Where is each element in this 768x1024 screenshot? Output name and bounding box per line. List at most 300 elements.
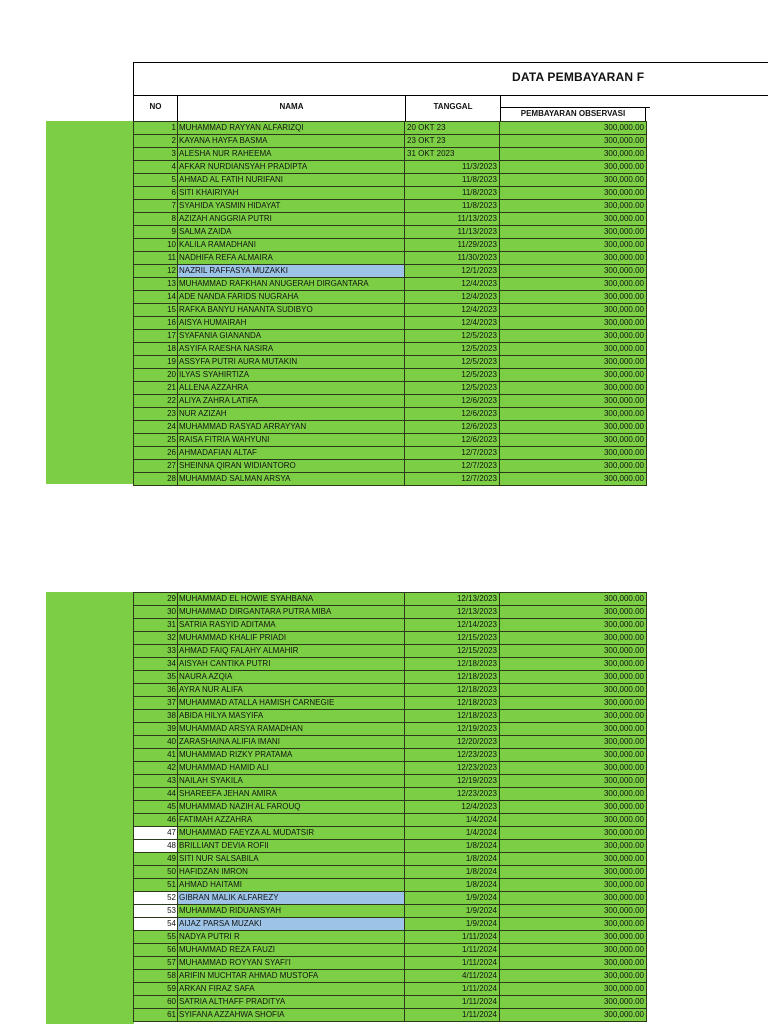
- table-row: [134, 369, 647, 382]
- cell-tanggal[interactable]: 12/14/2023: [405, 619, 500, 632]
- payment-table-block-1: [133, 121, 647, 486]
- cell-tanggal[interactable]: 12/4/2023: [405, 291, 500, 304]
- cell-tanggal[interactable]: 12/20/2023: [405, 736, 500, 749]
- table-header: [133, 62, 768, 121]
- cell-no[interactable]: 58: [134, 970, 178, 983]
- cell-tanggal[interactable]: 11/29/2023: [405, 239, 500, 252]
- cell-tanggal[interactable]: 12/19/2023: [405, 775, 500, 788]
- table-row: [134, 632, 647, 645]
- cell-tanggal[interactable]: 1/11/2024: [405, 931, 500, 944]
- cell-no[interactable]: 45: [134, 801, 178, 814]
- cell-tanggal[interactable]: 11/30/2023: [405, 252, 500, 265]
- cell-nama[interactable]: ALIYA ZAHRA LATIFA: [178, 395, 405, 408]
- cell-pembayaran[interactable]: 300,000.00: [500, 330, 647, 343]
- cell-pembayaran[interactable]: 300,000.00: [500, 671, 647, 684]
- cell-nama[interactable]: MUHAMMAD SALMAN ARSYA: [178, 473, 405, 486]
- cell-nama[interactable]: AIJAZ PARSA MUZAKI: [178, 918, 405, 931]
- cell-pembayaran[interactable]: 300,000.00: [500, 148, 647, 161]
- cell-nama[interactable]: HAFIDZAN IMRON: [178, 866, 405, 879]
- table-row: [134, 226, 647, 239]
- cell-tanggal[interactable]: 1/9/2024: [405, 892, 500, 905]
- table-row: [134, 736, 647, 749]
- cell-nama[interactable]: NADHIFA REFA ALMAIRA: [178, 252, 405, 265]
- cell-no[interactable]: 27: [134, 460, 178, 473]
- cell-no[interactable]: 57: [134, 957, 178, 970]
- cell-tanggal[interactable]: 23 OKT 23: [405, 135, 500, 148]
- cell-tanggal[interactable]: 1/4/2024: [405, 814, 500, 827]
- col-header-nama: NAMA: [279, 102, 304, 111]
- cell-nama[interactable]: MUHAMMAD KHALIF PRIADI: [178, 632, 405, 645]
- table-row: [134, 671, 647, 684]
- table-row: [134, 684, 647, 697]
- cell-no[interactable]: 42: [134, 762, 178, 775]
- left-fill-block: [46, 121, 134, 484]
- cell-no[interactable]: 30: [134, 606, 178, 619]
- col-header-tanggal: TANGGAL: [433, 102, 473, 111]
- cell-nama[interactable]: MUHAMMAD ARSYA RAMADHAN: [178, 723, 405, 736]
- cell-nama[interactable]: MUHAMMAD RIZKY PRATAMA: [178, 749, 405, 762]
- cell-pembayaran[interactable]: 300,000.00: [500, 187, 647, 200]
- cell-no[interactable]: 32: [134, 632, 178, 645]
- cell-nama[interactable]: AHMAD FAIQ FALAHY ALMAHIR: [178, 645, 405, 658]
- cell-pembayaran[interactable]: 300,000.00: [500, 879, 647, 892]
- table-row: [134, 135, 647, 148]
- cell-pembayaran[interactable]: 300,000.00: [500, 658, 647, 671]
- cell-tanggal[interactable]: 12/18/2023: [405, 658, 500, 671]
- table-row: [134, 317, 647, 330]
- cell-pembayaran[interactable]: 300,000.00: [500, 317, 647, 330]
- cell-pembayaran[interactable]: 300,000.00: [500, 369, 647, 382]
- table-row: [134, 905, 647, 918]
- cell-nama[interactable]: ALESHA NUR RAHEEMA: [178, 148, 405, 161]
- cell-pembayaran[interactable]: 300,000.00: [500, 421, 647, 434]
- cell-tanggal[interactable]: 4/11/2024: [405, 970, 500, 983]
- cell-no[interactable]: 20: [134, 369, 178, 382]
- cell-no[interactable]: 16: [134, 317, 178, 330]
- table-row: [134, 473, 647, 486]
- cell-nama[interactable]: ADE NANDA FARIDS NUGRAHA: [178, 291, 405, 304]
- cell-nama[interactable]: SITI KHAIRIYAH: [178, 187, 405, 200]
- cell-no[interactable]: 11: [134, 252, 178, 265]
- table-row: [134, 788, 647, 801]
- cell-nama[interactable]: SYAHIDA YASMIN HIDAYAT: [178, 200, 405, 213]
- table-row: [134, 395, 647, 408]
- cell-nama[interactable]: MUHAMMAD REZA FAUZI: [178, 944, 405, 957]
- cell-nama[interactable]: ARKAN FIRAZ SAFA: [178, 983, 405, 996]
- table-row: [134, 970, 647, 983]
- cell-no[interactable]: 9: [134, 226, 178, 239]
- cell-tanggal[interactable]: 12/5/2023: [405, 382, 500, 395]
- cell-no[interactable]: 41: [134, 749, 178, 762]
- cell-tanggal[interactable]: 1/8/2024: [405, 866, 500, 879]
- cell-pembayaran[interactable]: 300,000.00: [500, 304, 647, 317]
- cell-nama[interactable]: ASSYFA PUTRI AURA MUTAKIN: [178, 356, 405, 369]
- table-row: [134, 619, 647, 632]
- cell-tanggal[interactable]: 1/8/2024: [405, 840, 500, 853]
- cell-no[interactable]: 56: [134, 944, 178, 957]
- cell-pembayaran[interactable]: 300,000.00: [500, 983, 647, 996]
- cell-nama[interactable]: AHMAD AL FATIH NURIFANI: [178, 174, 405, 187]
- cell-pembayaran[interactable]: 300,000.00: [500, 265, 647, 278]
- table-row: [134, 330, 647, 343]
- cell-nama[interactable]: MUHAMMAD RAYYAN ALFARIZQI: [178, 122, 405, 135]
- cell-pembayaran[interactable]: 300,000.00: [500, 775, 647, 788]
- cell-no[interactable]: 14: [134, 291, 178, 304]
- cell-no[interactable]: 34: [134, 658, 178, 671]
- table-row: [134, 996, 647, 1009]
- cell-tanggal[interactable]: 12/6/2023: [405, 395, 500, 408]
- cell-tanggal[interactable]: 1/11/2024: [405, 983, 500, 996]
- cell-nama[interactable]: SHAREEFA JEHAN AMIRA: [178, 788, 405, 801]
- cell-tanggal[interactable]: 12/23/2023: [405, 788, 500, 801]
- cell-nama[interactable]: ASYIFA RAESHA NASIRA: [178, 343, 405, 356]
- table-row: [134, 931, 647, 944]
- cell-no[interactable]: 4: [134, 161, 178, 174]
- cell-no[interactable]: 19: [134, 356, 178, 369]
- cell-tanggal[interactable]: 1/11/2024: [405, 1009, 500, 1022]
- cell-nama[interactable]: ABIDA HILYA MASYIFA: [178, 710, 405, 723]
- table-row: [134, 710, 647, 723]
- table-row: [134, 983, 647, 996]
- cell-tanggal[interactable]: 12/7/2023: [405, 460, 500, 473]
- table-row: [134, 213, 647, 226]
- cell-pembayaran[interactable]: 300,000.00: [500, 840, 647, 853]
- table-row: [134, 645, 647, 658]
- cell-tanggal[interactable]: 12/18/2023: [405, 684, 500, 697]
- table-row: [134, 866, 647, 879]
- cell-no[interactable]: 10: [134, 239, 178, 252]
- cell-pembayaran[interactable]: 300,000.00: [500, 619, 647, 632]
- cell-pembayaran[interactable]: 300,000.00: [500, 710, 647, 723]
- cell-nama[interactable]: NAURA AZQIA: [178, 671, 405, 684]
- cell-tanggal[interactable]: 12/18/2023: [405, 710, 500, 723]
- cell-nama[interactable]: MUHAMMAD NAZIH AL FAROUQ: [178, 801, 405, 814]
- cell-pembayaran[interactable]: 300,000.00: [500, 135, 647, 148]
- cell-tanggal[interactable]: 1/8/2024: [405, 879, 500, 892]
- cell-pembayaran[interactable]: 300,000.00: [500, 853, 647, 866]
- cell-pembayaran[interactable]: 300,000.00: [500, 382, 647, 395]
- cell-nama[interactable]: KALILA RAMADHANI: [178, 239, 405, 252]
- cell-pembayaran[interactable]: 300,000.00: [500, 697, 647, 710]
- cell-nama[interactable]: RAISA FITRIA WAHYUNI: [178, 434, 405, 447]
- cell-no[interactable]: 15: [134, 304, 178, 317]
- cell-pembayaran[interactable]: 300,000.00: [500, 226, 647, 239]
- cell-pembayaran[interactable]: 300,000.00: [500, 892, 647, 905]
- payment-table-block-2: [133, 592, 647, 1022]
- cell-tanggal[interactable]: 12/23/2023: [405, 749, 500, 762]
- cell-no[interactable]: 7: [134, 200, 178, 213]
- cell-tanggal[interactable]: 12/23/2023: [405, 762, 500, 775]
- cell-no[interactable]: 51: [134, 879, 178, 892]
- cell-tanggal[interactable]: 12/13/2023: [405, 593, 500, 606]
- cell-no[interactable]: 31: [134, 619, 178, 632]
- table-row: [134, 291, 647, 304]
- cell-tanggal[interactable]: 12/6/2023: [405, 421, 500, 434]
- cell-tanggal[interactable]: 12/18/2023: [405, 671, 500, 684]
- cell-nama[interactable]: MUHAMMAD ATALLA HAMISH CARNEGIE: [178, 697, 405, 710]
- cell-no[interactable]: 8: [134, 213, 178, 226]
- cell-pembayaran[interactable]: 300,000.00: [500, 905, 647, 918]
- cell-tanggal[interactable]: 12/5/2023: [405, 330, 500, 343]
- cell-pembayaran[interactable]: 300,000.00: [500, 200, 647, 213]
- cell-no[interactable]: 54: [134, 918, 178, 931]
- table-row: [134, 801, 647, 814]
- cell-pembayaran[interactable]: 300,000.00: [500, 866, 647, 879]
- cell-tanggal[interactable]: 12/19/2023: [405, 723, 500, 736]
- cell-pembayaran[interactable]: 300,000.00: [500, 931, 647, 944]
- cell-pembayaran[interactable]: 300,000.00: [500, 343, 647, 356]
- cell-no[interactable]: 52: [134, 892, 178, 905]
- cell-tanggal[interactable]: 1/11/2024: [405, 957, 500, 970]
- cell-pembayaran[interactable]: 300,000.00: [500, 213, 647, 226]
- table-row: [134, 606, 647, 619]
- cell-nama[interactable]: MUHAMMAD FAEYZA AL MUDATSIR: [178, 827, 405, 840]
- table-row: [134, 304, 647, 317]
- cell-tanggal[interactable]: 11/13/2023: [405, 213, 500, 226]
- cell-pembayaran[interactable]: 300,000.00: [500, 278, 647, 291]
- cell-pembayaran[interactable]: 300,000.00: [500, 395, 647, 408]
- cell-no[interactable]: 55: [134, 931, 178, 944]
- cell-no[interactable]: 23: [134, 408, 178, 421]
- cell-nama[interactable]: SHEINNA QIRAN WIDIANTORO: [178, 460, 405, 473]
- cell-tanggal[interactable]: 12/6/2023: [405, 408, 500, 421]
- table-row: [134, 161, 647, 174]
- cell-pembayaran[interactable]: 300,000.00: [500, 736, 647, 749]
- cell-no[interactable]: 39: [134, 723, 178, 736]
- cell-tanggal[interactable]: 1/11/2024: [405, 944, 500, 957]
- cell-no[interactable]: 60: [134, 996, 178, 1009]
- table-row: [134, 200, 647, 213]
- table-row: [134, 408, 647, 421]
- table-row: [134, 593, 647, 606]
- cell-no[interactable]: 17: [134, 330, 178, 343]
- cell-pembayaran[interactable]: 300,000.00: [500, 252, 647, 265]
- cell-nama[interactable]: GIBRAN MALIK ALFAREZY: [178, 892, 405, 905]
- cell-tanggal[interactable]: 11/13/2023: [405, 226, 500, 239]
- cell-no[interactable]: 36: [134, 684, 178, 697]
- cell-nama[interactable]: SALMA ZAIDA: [178, 226, 405, 239]
- cell-pembayaran[interactable]: 300,000.00: [500, 632, 647, 645]
- cell-nama[interactable]: SYAFANIA GIANANDA: [178, 330, 405, 343]
- cell-no[interactable]: 18: [134, 343, 178, 356]
- col-header-no: NO: [149, 102, 162, 111]
- sheet-title: DATA PEMBAYARAN F: [512, 70, 645, 84]
- cell-tanggal[interactable]: 1/9/2024: [405, 918, 500, 931]
- cell-tanggal[interactable]: 11/8/2023: [405, 187, 500, 200]
- cell-no[interactable]: 49: [134, 853, 178, 866]
- table-row: [134, 343, 647, 356]
- cell-pembayaran[interactable]: 300,000.00: [500, 447, 647, 460]
- cell-pembayaran[interactable]: 300,000.00: [500, 814, 647, 827]
- cell-no[interactable]: 3: [134, 148, 178, 161]
- cell-pembayaran[interactable]: 300,000.00: [500, 408, 647, 421]
- cell-tanggal[interactable]: 12/18/2023: [405, 697, 500, 710]
- cell-tanggal[interactable]: 11/3/2023: [405, 161, 500, 174]
- cell-nama[interactable]: MUHAMMAD DIRGANTARA PUTRA MIBA: [178, 606, 405, 619]
- cell-no[interactable]: 21: [134, 382, 178, 395]
- table-row: [134, 382, 647, 395]
- table-row: [134, 447, 647, 460]
- cell-tanggal[interactable]: 12/6/2023: [405, 434, 500, 447]
- cell-pembayaran[interactable]: 300,000.00: [500, 788, 647, 801]
- cell-tanggal[interactable]: 1/11/2024: [405, 996, 500, 1009]
- cell-no[interactable]: 22: [134, 395, 178, 408]
- cell-no[interactable]: 2: [134, 135, 178, 148]
- cell-pembayaran[interactable]: 300,000.00: [500, 684, 647, 697]
- cell-no[interactable]: 48: [134, 840, 178, 853]
- cell-no[interactable]: 46: [134, 814, 178, 827]
- cell-nama[interactable]: NUR AZIZAH: [178, 408, 405, 421]
- cell-nama[interactable]: NAZRIL RAFFASYA MUZAKKI: [178, 265, 405, 278]
- cell-nama[interactable]: RAFKA BANYU HANANTA SUDIBYO: [178, 304, 405, 317]
- cell-tanggal[interactable]: 12/4/2023: [405, 278, 500, 291]
- cell-tanggal[interactable]: 11/8/2023: [405, 174, 500, 187]
- cell-no[interactable]: 24: [134, 421, 178, 434]
- cell-pembayaran[interactable]: 300,000.00: [500, 996, 647, 1009]
- cell-pembayaran[interactable]: 300,000.00: [500, 473, 647, 486]
- cell-pembayaran[interactable]: 300,000.00: [500, 723, 647, 736]
- table-row: [134, 278, 647, 291]
- cell-pembayaran[interactable]: 300,000.00: [500, 593, 647, 606]
- cell-tanggal[interactable]: 12/1/2023: [405, 265, 500, 278]
- cell-nama[interactable]: SATRIA ALTHAFF PRADITYA: [178, 996, 405, 1009]
- cell-no[interactable]: 37: [134, 697, 178, 710]
- cell-pembayaran[interactable]: 300,000.00: [500, 239, 647, 252]
- cell-nama[interactable]: ARIFIN MUCHTAR AHMAD MUSTOFA: [178, 970, 405, 983]
- cell-pembayaran[interactable]: 300,000.00: [500, 801, 647, 814]
- left-fill-block: [46, 592, 134, 1024]
- cell-nama[interactable]: FATIMAH AZZAHRA: [178, 814, 405, 827]
- cell-tanggal[interactable]: 12/5/2023: [405, 356, 500, 369]
- table-row: [134, 840, 647, 853]
- cell-no[interactable]: 59: [134, 983, 178, 996]
- cell-pembayaran[interactable]: 300,000.00: [500, 460, 647, 473]
- cell-pembayaran[interactable]: 300,000.00: [500, 1009, 647, 1022]
- cell-pembayaran[interactable]: 300,000.00: [500, 174, 647, 187]
- cell-pembayaran[interactable]: 300,000.00: [500, 918, 647, 931]
- cell-no[interactable]: 35: [134, 671, 178, 684]
- cell-nama[interactable]: ZARASHAINA ALIFIA IMANI: [178, 736, 405, 749]
- cell-tanggal[interactable]: 12/7/2023: [405, 473, 500, 486]
- cell-pembayaran[interactable]: 300,000.00: [500, 291, 647, 304]
- cell-nama[interactable]: ILYAS SYAHIRTIZA: [178, 369, 405, 382]
- cell-no[interactable]: 50: [134, 866, 178, 879]
- table-row: [134, 1009, 647, 1022]
- cell-pembayaran[interactable]: 300,000.00: [500, 122, 647, 135]
- cell-nama[interactable]: ALLENA AZZAHRA: [178, 382, 405, 395]
- cell-tanggal[interactable]: 1/8/2024: [405, 853, 500, 866]
- cell-tanggal[interactable]: 12/4/2023: [405, 317, 500, 330]
- cell-nama[interactable]: BRILLIANT DEVIA ROFII: [178, 840, 405, 853]
- cell-nama[interactable]: AHMADAFIAN ALTAF: [178, 447, 405, 460]
- cell-no[interactable]: 6: [134, 187, 178, 200]
- table-row: [134, 252, 647, 265]
- cell-no[interactable]: 5: [134, 174, 178, 187]
- table-row: [134, 944, 647, 957]
- cell-tanggal[interactable]: 12/4/2023: [405, 304, 500, 317]
- cell-pembayaran[interactable]: 300,000.00: [500, 434, 647, 447]
- cell-pembayaran[interactable]: 300,000.00: [500, 762, 647, 775]
- cell-no[interactable]: 1: [134, 122, 178, 135]
- cell-tanggal[interactable]: 12/5/2023: [405, 343, 500, 356]
- cell-pembayaran[interactable]: 300,000.00: [500, 606, 647, 619]
- table-row: [134, 421, 647, 434]
- cell-nama[interactable]: AZIZAH ANGGRIA PUTRI: [178, 213, 405, 226]
- cell-nama[interactable]: MUHAMMAD RASYAD ARRAYYAN: [178, 421, 405, 434]
- table-row: [134, 775, 647, 788]
- cell-tanggal[interactable]: 1/4/2024: [405, 827, 500, 840]
- cell-pembayaran[interactable]: 300,000.00: [500, 957, 647, 970]
- cell-pembayaran[interactable]: 300,000.00: [500, 944, 647, 957]
- cell-pembayaran[interactable]: 300,000.00: [500, 749, 647, 762]
- cell-tanggal[interactable]: 12/15/2023: [405, 632, 500, 645]
- table-row: [134, 174, 647, 187]
- cell-no[interactable]: 44: [134, 788, 178, 801]
- cell-no[interactable]: 43: [134, 775, 178, 788]
- cell-nama[interactable]: MUHAMMAD HAMID ALI: [178, 762, 405, 775]
- cell-tanggal[interactable]: 12/5/2023: [405, 369, 500, 382]
- cell-no[interactable]: 28: [134, 473, 178, 486]
- cell-nama[interactable]: SATRIA RASYID ADITAMA: [178, 619, 405, 632]
- cell-nama[interactable]: SYIFANA AZZAHWA SHOFIA: [178, 1009, 405, 1022]
- cell-nama[interactable]: AISYAH CANTIKA PUTRI: [178, 658, 405, 671]
- table-row: [134, 918, 647, 931]
- cell-nama[interactable]: SITI NUR SALSABILA: [178, 853, 405, 866]
- cell-no[interactable]: 13: [134, 278, 178, 291]
- cell-pembayaran[interactable]: 300,000.00: [500, 645, 647, 658]
- table-row: [134, 265, 647, 278]
- cell-pembayaran[interactable]: 300,000.00: [500, 356, 647, 369]
- cell-tanggal[interactable]: 31 OKT 2023: [405, 148, 500, 161]
- cell-no[interactable]: 29: [134, 593, 178, 606]
- cell-nama[interactable]: MUHAMMAD EL HOWIE SYAHBANA: [178, 593, 405, 606]
- cell-tanggal[interactable]: 12/15/2023: [405, 645, 500, 658]
- cell-nama[interactable]: MUHAMMAD ROYYAN SYAFI'I: [178, 957, 405, 970]
- cell-no[interactable]: 26: [134, 447, 178, 460]
- cell-nama[interactable]: MUHAMMAD RIDUANSYAH: [178, 905, 405, 918]
- cell-nama[interactable]: AYRA NUR ALIFA: [178, 684, 405, 697]
- table-row: [134, 879, 647, 892]
- table-row: [134, 148, 647, 161]
- cell-tanggal[interactable]: 11/8/2023: [405, 200, 500, 213]
- table-row: [134, 853, 647, 866]
- cell-no[interactable]: 47: [134, 827, 178, 840]
- cell-tanggal[interactable]: 12/13/2023: [405, 606, 500, 619]
- cell-nama[interactable]: AISYA HUMAIRAH: [178, 317, 405, 330]
- cell-nama[interactable]: KAYANA HAYFA BASMA: [178, 135, 405, 148]
- cell-no[interactable]: 40: [134, 736, 178, 749]
- cell-no[interactable]: 53: [134, 905, 178, 918]
- cell-nama[interactable]: NAILAH SYAKILA: [178, 775, 405, 788]
- cell-no[interactable]: 61: [134, 1009, 178, 1022]
- cell-nama[interactable]: NADYA PUTRI R: [178, 931, 405, 944]
- cell-tanggal[interactable]: 12/7/2023: [405, 447, 500, 460]
- cell-no[interactable]: 12: [134, 265, 178, 278]
- cell-tanggal[interactable]: 20 OKT 23: [405, 122, 500, 135]
- table-row: [134, 658, 647, 671]
- cell-no[interactable]: 38: [134, 710, 178, 723]
- cell-nama[interactable]: AFKAR NURDIANSYAH PRADIPTA: [178, 161, 405, 174]
- cell-tanggal[interactable]: 1/9/2024: [405, 905, 500, 918]
- cell-nama[interactable]: AHMAD HAITAMI: [178, 879, 405, 892]
- cell-pembayaran[interactable]: 300,000.00: [500, 970, 647, 983]
- cell-nama[interactable]: MUHAMMAD RAFKHAN ANUGERAH DIRGANTARA: [178, 278, 405, 291]
- cell-pembayaran[interactable]: 300,000.00: [500, 161, 647, 174]
- cell-no[interactable]: 33: [134, 645, 178, 658]
- cell-pembayaran[interactable]: 300,000.00: [500, 827, 647, 840]
- cell-tanggal[interactable]: 12/4/2023: [405, 801, 500, 814]
- cell-no[interactable]: 25: [134, 434, 178, 447]
